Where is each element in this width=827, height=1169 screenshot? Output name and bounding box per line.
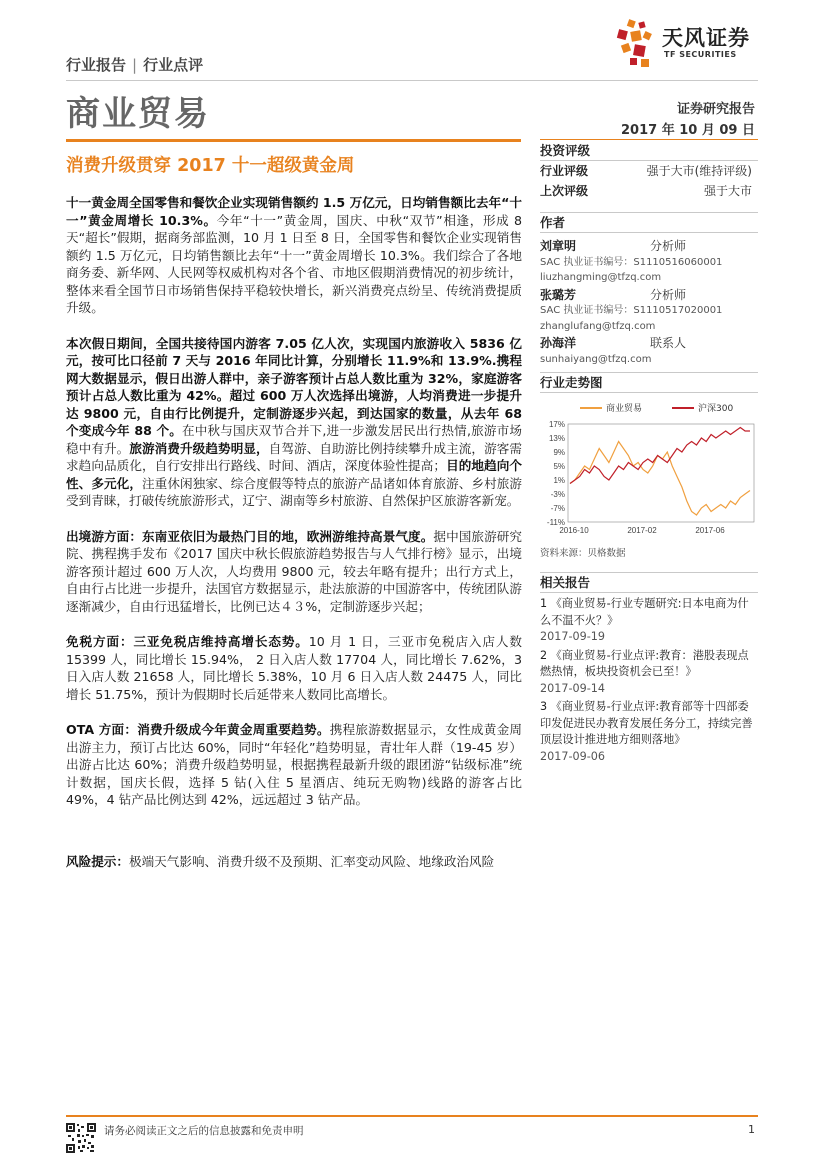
related-report-item[interactable] bbox=[540, 596, 758, 646]
paragraph-retail-lead: 十一黄金周全国零售和餐饮企业实现销售额约 1.5 万亿元，日均销售额比去年“十一”黄金周增长 10.3%。 bbox=[66, 195, 522, 228]
doc-type-separator: | bbox=[132, 56, 138, 74]
report-kind: 证券研究报告 bbox=[676, 102, 755, 117]
paragraph-retail bbox=[66, 194, 522, 317]
related-report-title[interactable]: 2 《商业贸易-行业点评:教育：港股表现点燃热情，板块投资机会已至！》 bbox=[540, 648, 749, 678]
author-cert: SAC 执业证书编号：S1110517020001 bbox=[540, 305, 723, 316]
risk-lead: 风险提示： bbox=[66, 853, 129, 869]
author-email[interactable]: liuzhangming@tfzq.com bbox=[540, 272, 662, 283]
author-role: 分析师 bbox=[650, 239, 687, 253]
paragraph-dutyfree-text: 10 月 1 日，三亚市免税店入店人数 15399 人，同比增长 15.94%， 2 日入店人数 17704 人，同比增长 7.62%，3 日入店人数 21658 人，同比增长 5.38%，10 月 6 日入店人数 24475 人，同比增长 51.75%，预计为假期时长后延带来人数同比高增长。 bbox=[66, 634, 522, 702]
authors-rule bbox=[540, 232, 758, 233]
related-report-title[interactable]: 3 《商业贸易-行业点评:教育部等十四部委印发促进民办教育发展任务分工，持续完善顶层设计推进地方细则落地》 bbox=[540, 700, 753, 746]
related-report-item[interactable] bbox=[540, 699, 758, 765]
paragraph-dutyfree-lead: 免税方面：三亚免税店维持高增长态势。 bbox=[66, 634, 309, 649]
report-body bbox=[66, 194, 522, 888]
author-cert: SAC 执业证书编号：S1110516060001 bbox=[540, 256, 723, 268]
authors-section bbox=[540, 212, 758, 367]
doc-type-comment: 行业点评 bbox=[143, 56, 204, 74]
authors-top-rule bbox=[540, 212, 758, 213]
paragraph-risk bbox=[66, 853, 522, 871]
author-name: 孙海洋 bbox=[540, 336, 577, 350]
doc-type bbox=[66, 54, 203, 75]
author-card bbox=[540, 288, 758, 335]
y-tick-label: -3% bbox=[550, 490, 565, 499]
author-card bbox=[540, 239, 758, 286]
doc-type-report: 行业报告 bbox=[66, 56, 127, 74]
title-rule bbox=[66, 139, 521, 142]
tf-securities-logo-icon bbox=[612, 18, 660, 70]
related-report-title[interactable]: 1 《商业贸易-行业专题研究:日本电商为什么不温不火？》 bbox=[540, 597, 749, 627]
brand-name-en: TF SECURITIES bbox=[664, 50, 737, 59]
trend-section bbox=[540, 372, 758, 393]
y-tick-label: 1% bbox=[553, 476, 565, 485]
x-tick-label: 2017-06 bbox=[695, 526, 725, 535]
y-tick-label: 13% bbox=[548, 434, 565, 443]
paragraph-tourism-text-2: 自驾游、自助游比例持续攀升成主流，游客需求趋向品质化，自行安排出行路线、时间、酒店，深度体验性提高； bbox=[66, 440, 523, 473]
rating-prev-value: 强于大市 bbox=[703, 184, 752, 198]
risk-text: 极端天气影响、消费升级不及预期、汇率变动风险、地缘政治风险 bbox=[128, 853, 495, 869]
paragraph-tourism bbox=[66, 335, 522, 510]
related-report-date: 2017-09-19 bbox=[540, 630, 606, 643]
related-list bbox=[540, 596, 758, 765]
paragraph-ota-lead: OTA 方面：消费升级成今年黄金周重要趋势。 bbox=[66, 722, 330, 737]
y-tick-label: -11% bbox=[546, 518, 565, 527]
paragraph-tourism-lead-2: 旅游消费升级趋势明显， bbox=[129, 440, 269, 456]
rating-industry-row bbox=[540, 161, 758, 181]
author-role: 联系人 bbox=[650, 336, 687, 350]
industry-title: 商业贸易 bbox=[66, 94, 210, 134]
paragraph-tourism-text-1: 在中秋与国庆双节合并下,进一步激发居民出行热情,旅游市场稳中有升。 bbox=[66, 423, 522, 456]
paragraph-retail-text: 今年“十一”黄金周，国庆、中秋“双节”相逢，形成 8 天“超长”假期，据商务部监测，10 月 1 日至 8 日，全国零售和餐饮企业实现销售额约 1.5 万亿元，日均销售额比去年“十一”黄金周增长 10.3%。我们综合了各地商务委、新华网、人民网等权威机构对各个省、市地区假期消费情况的初步统计，整体来看全国节日市场销售保持平稳较快增长，新兴消费亮点纷呈、传统消费提质升级。 bbox=[66, 212, 522, 315]
authors-heading: 作者 bbox=[540, 215, 566, 230]
paragraph-outbound-lead: 出境游方面：东南亚依旧为最热门目的地，欧洲游维持高景气度。 bbox=[66, 528, 434, 544]
related-top-rule bbox=[540, 572, 758, 573]
trend-heading: 行业走势图 bbox=[540, 375, 603, 390]
rating-prev-label: 上次评级 bbox=[540, 184, 589, 198]
y-tick-label: 5% bbox=[553, 462, 565, 471]
rating-industry-label: 行业评级 bbox=[540, 164, 589, 178]
x-tick-label: 2017-02 bbox=[627, 526, 657, 535]
paragraph-tourism-lead-3: 目的地趋向个性、多元化， bbox=[66, 458, 523, 491]
related-report-item[interactable] bbox=[540, 648, 758, 698]
related-rule bbox=[540, 592, 758, 593]
footer-disclaimer[interactable]: 请务必阅读正文之后的信息披露和免责申明 bbox=[104, 1125, 304, 1137]
report-title: 消费升级贯穿 2017 十一超级黄金周 bbox=[66, 156, 355, 176]
legend-label: 商业贸易 bbox=[606, 404, 643, 414]
footer-rule bbox=[66, 1115, 758, 1117]
author-name: 刘章明 bbox=[540, 239, 577, 253]
brand-name: 天风证券 bbox=[662, 26, 750, 50]
sidebar-top-rule bbox=[540, 139, 758, 140]
author-role: 分析师 bbox=[650, 287, 687, 302]
paragraph-ota-text: 携程旅游数据显示，女性成黄金周出游主力，预订占比达 60%，同时“年轻化”趋势明显，青壮年人群（19-45 岁）出游占比达 60%；消费升级趋势明显，根据携程最新升级的跟团游“钻级标准”统计数据，国庆长假，选择 5 钻(入住 5 星酒店、纯玩无购物)线路的游客占比 49%，4 钻产品比例达到 42%，远远超过 3 钻产品。 bbox=[66, 722, 522, 807]
author-name: 张璐芳 bbox=[540, 287, 577, 302]
page-number: 1 bbox=[748, 1123, 755, 1136]
x-tick-label: 2016-10 bbox=[559, 526, 589, 535]
y-tick-label: 17% bbox=[548, 420, 565, 429]
header-rule bbox=[66, 80, 758, 81]
y-tick-label: 9% bbox=[553, 448, 565, 457]
paragraph-tourism-lead: 本次假日期间，全国共接待国内游客 7.05 亿人次，实现国内旅游收入 5836 亿元，按可比口径前 7 天与 2016 年同比计算，分别增长 11.9%和 13.9%.携程网大数据显示，假日出游人群中，亲子游客预计占总人数比重为 32%，家庭游客预计占总人数比重为 42%。超过 600 万人次选择出境游，人均消费进一步提升达 9800 元，自由行比例提升，定制游逐步兴起，到达国家的数量，从去年 68 个变成今年 88 个。 bbox=[66, 335, 522, 438]
author-card bbox=[540, 336, 758, 367]
rating-heading: 投资评级 bbox=[540, 143, 591, 158]
paragraph-ota bbox=[66, 721, 522, 809]
related-heading: 相关报告 bbox=[540, 575, 591, 590]
related-report-date: 2017-09-06 bbox=[540, 749, 606, 763]
chart-source: 资料来源：贝格数据 bbox=[540, 548, 626, 559]
rating-industry-value: 强于大市(维持评级) bbox=[646, 164, 752, 178]
series-line-1 bbox=[570, 428, 750, 484]
trend-rule bbox=[540, 392, 758, 393]
related-section bbox=[540, 572, 758, 767]
rating-section bbox=[540, 142, 758, 201]
series-line-0 bbox=[570, 442, 750, 516]
paragraph-tourism-text-3: 注重休闲独家、综合度假等特点的旅游产品诸如体育旅游、乡村旅游受到青睐，打破传统旅游形式，辽宁、湖南等乡村旅游、自然保护区旅游客新宠。 bbox=[66, 475, 523, 508]
related-report-date: 2017-09-14 bbox=[540, 681, 606, 695]
rating-prev-row bbox=[540, 181, 758, 201]
author-email[interactable]: sunhaiyang@tfzq.com bbox=[540, 353, 652, 365]
paragraph-dutyfree bbox=[66, 633, 522, 703]
y-tick-label: -7% bbox=[550, 504, 565, 513]
author-email[interactable]: zhanglufang@tfzq.com bbox=[540, 320, 656, 332]
qr-code-icon bbox=[66, 1123, 96, 1153]
report-date: 2017 年 10 月 09 日 bbox=[621, 123, 755, 138]
paragraph-outbound bbox=[66, 528, 522, 616]
trend-chart bbox=[540, 394, 758, 546]
trend-top-rule bbox=[540, 372, 758, 373]
legend-label: 沪深300 bbox=[698, 404, 734, 414]
paragraph-outbound-text: 据中国旅游研究院、携程携手发布《2017 国庆中秋长假旅游趋势报告与人气排行榜》显示，出境游客预计超过 600 万人次，人均费用 9800 元，较去年略有提升；出行方式上，自由行占比进一步提升，法国官方数据显示，赴法旅游的中国游客中，传统团队游逐渐减少，自由行迅猛增长，比例已达４３%，定制游逐步兴起； bbox=[66, 528, 523, 614]
